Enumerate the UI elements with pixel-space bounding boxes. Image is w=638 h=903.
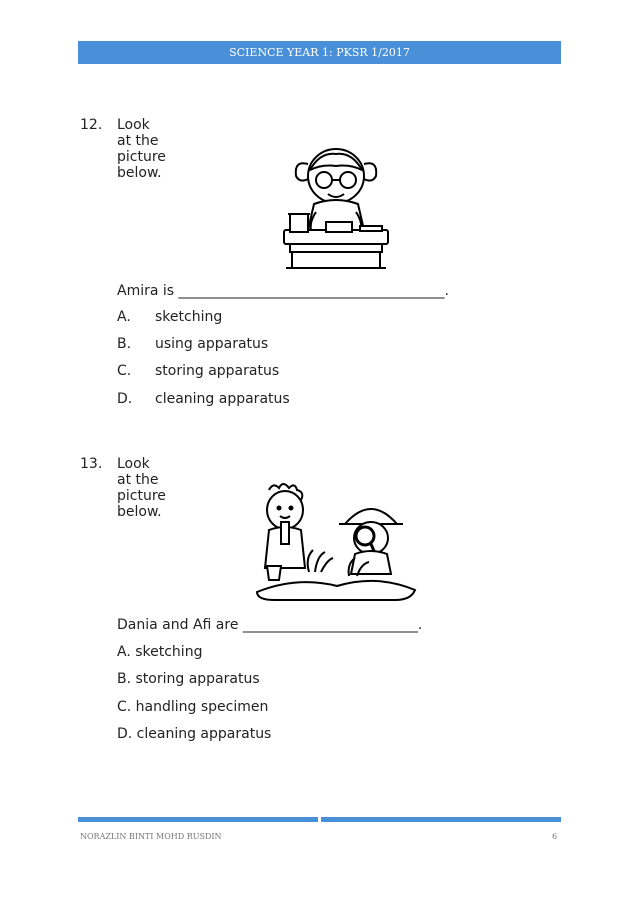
- question-stem: Dania and Afi are _________________________.: [117, 617, 423, 633]
- footer-rule-left: [78, 817, 318, 822]
- option-d[interactable]: D. cleaning apparatus: [117, 726, 272, 742]
- option-letter: C.: [117, 363, 132, 379]
- option-letter: B.: [117, 336, 132, 352]
- option-text: using apparatus: [155, 336, 269, 352]
- children-with-magnifier-picture: [253, 480, 419, 608]
- option-text: storing apparatus: [155, 363, 280, 379]
- question-number: 12.: [80, 117, 103, 133]
- option-text: cleaning apparatus: [155, 391, 290, 407]
- footer-author: NORAZLIN BINTI MOHD RUSDIN: [80, 832, 222, 841]
- question-number: 13.: [80, 456, 103, 472]
- option-letter: A.: [117, 309, 131, 325]
- girl-with-apparatus-picture: [278, 142, 394, 272]
- footer-rule-right: [321, 817, 561, 822]
- option-text: sketching: [155, 309, 223, 325]
- page-number: 6: [552, 832, 558, 841]
- option-a[interactable]: A. sketching: [117, 644, 203, 660]
- option-b[interactable]: B. storing apparatus: [117, 671, 260, 687]
- page-header: [78, 41, 561, 64]
- question-stem: Amira is ______________________________________.: [117, 283, 449, 299]
- option-c[interactable]: C. handling specimen: [117, 699, 269, 715]
- header-title: SCIENCE YEAR 1: PKSR 1/2017: [229, 46, 410, 59]
- question-prompt: Look at the picture below.: [117, 456, 166, 520]
- option-letter: D.: [117, 391, 133, 407]
- question-prompt: Look at the picture below.: [117, 117, 166, 181]
